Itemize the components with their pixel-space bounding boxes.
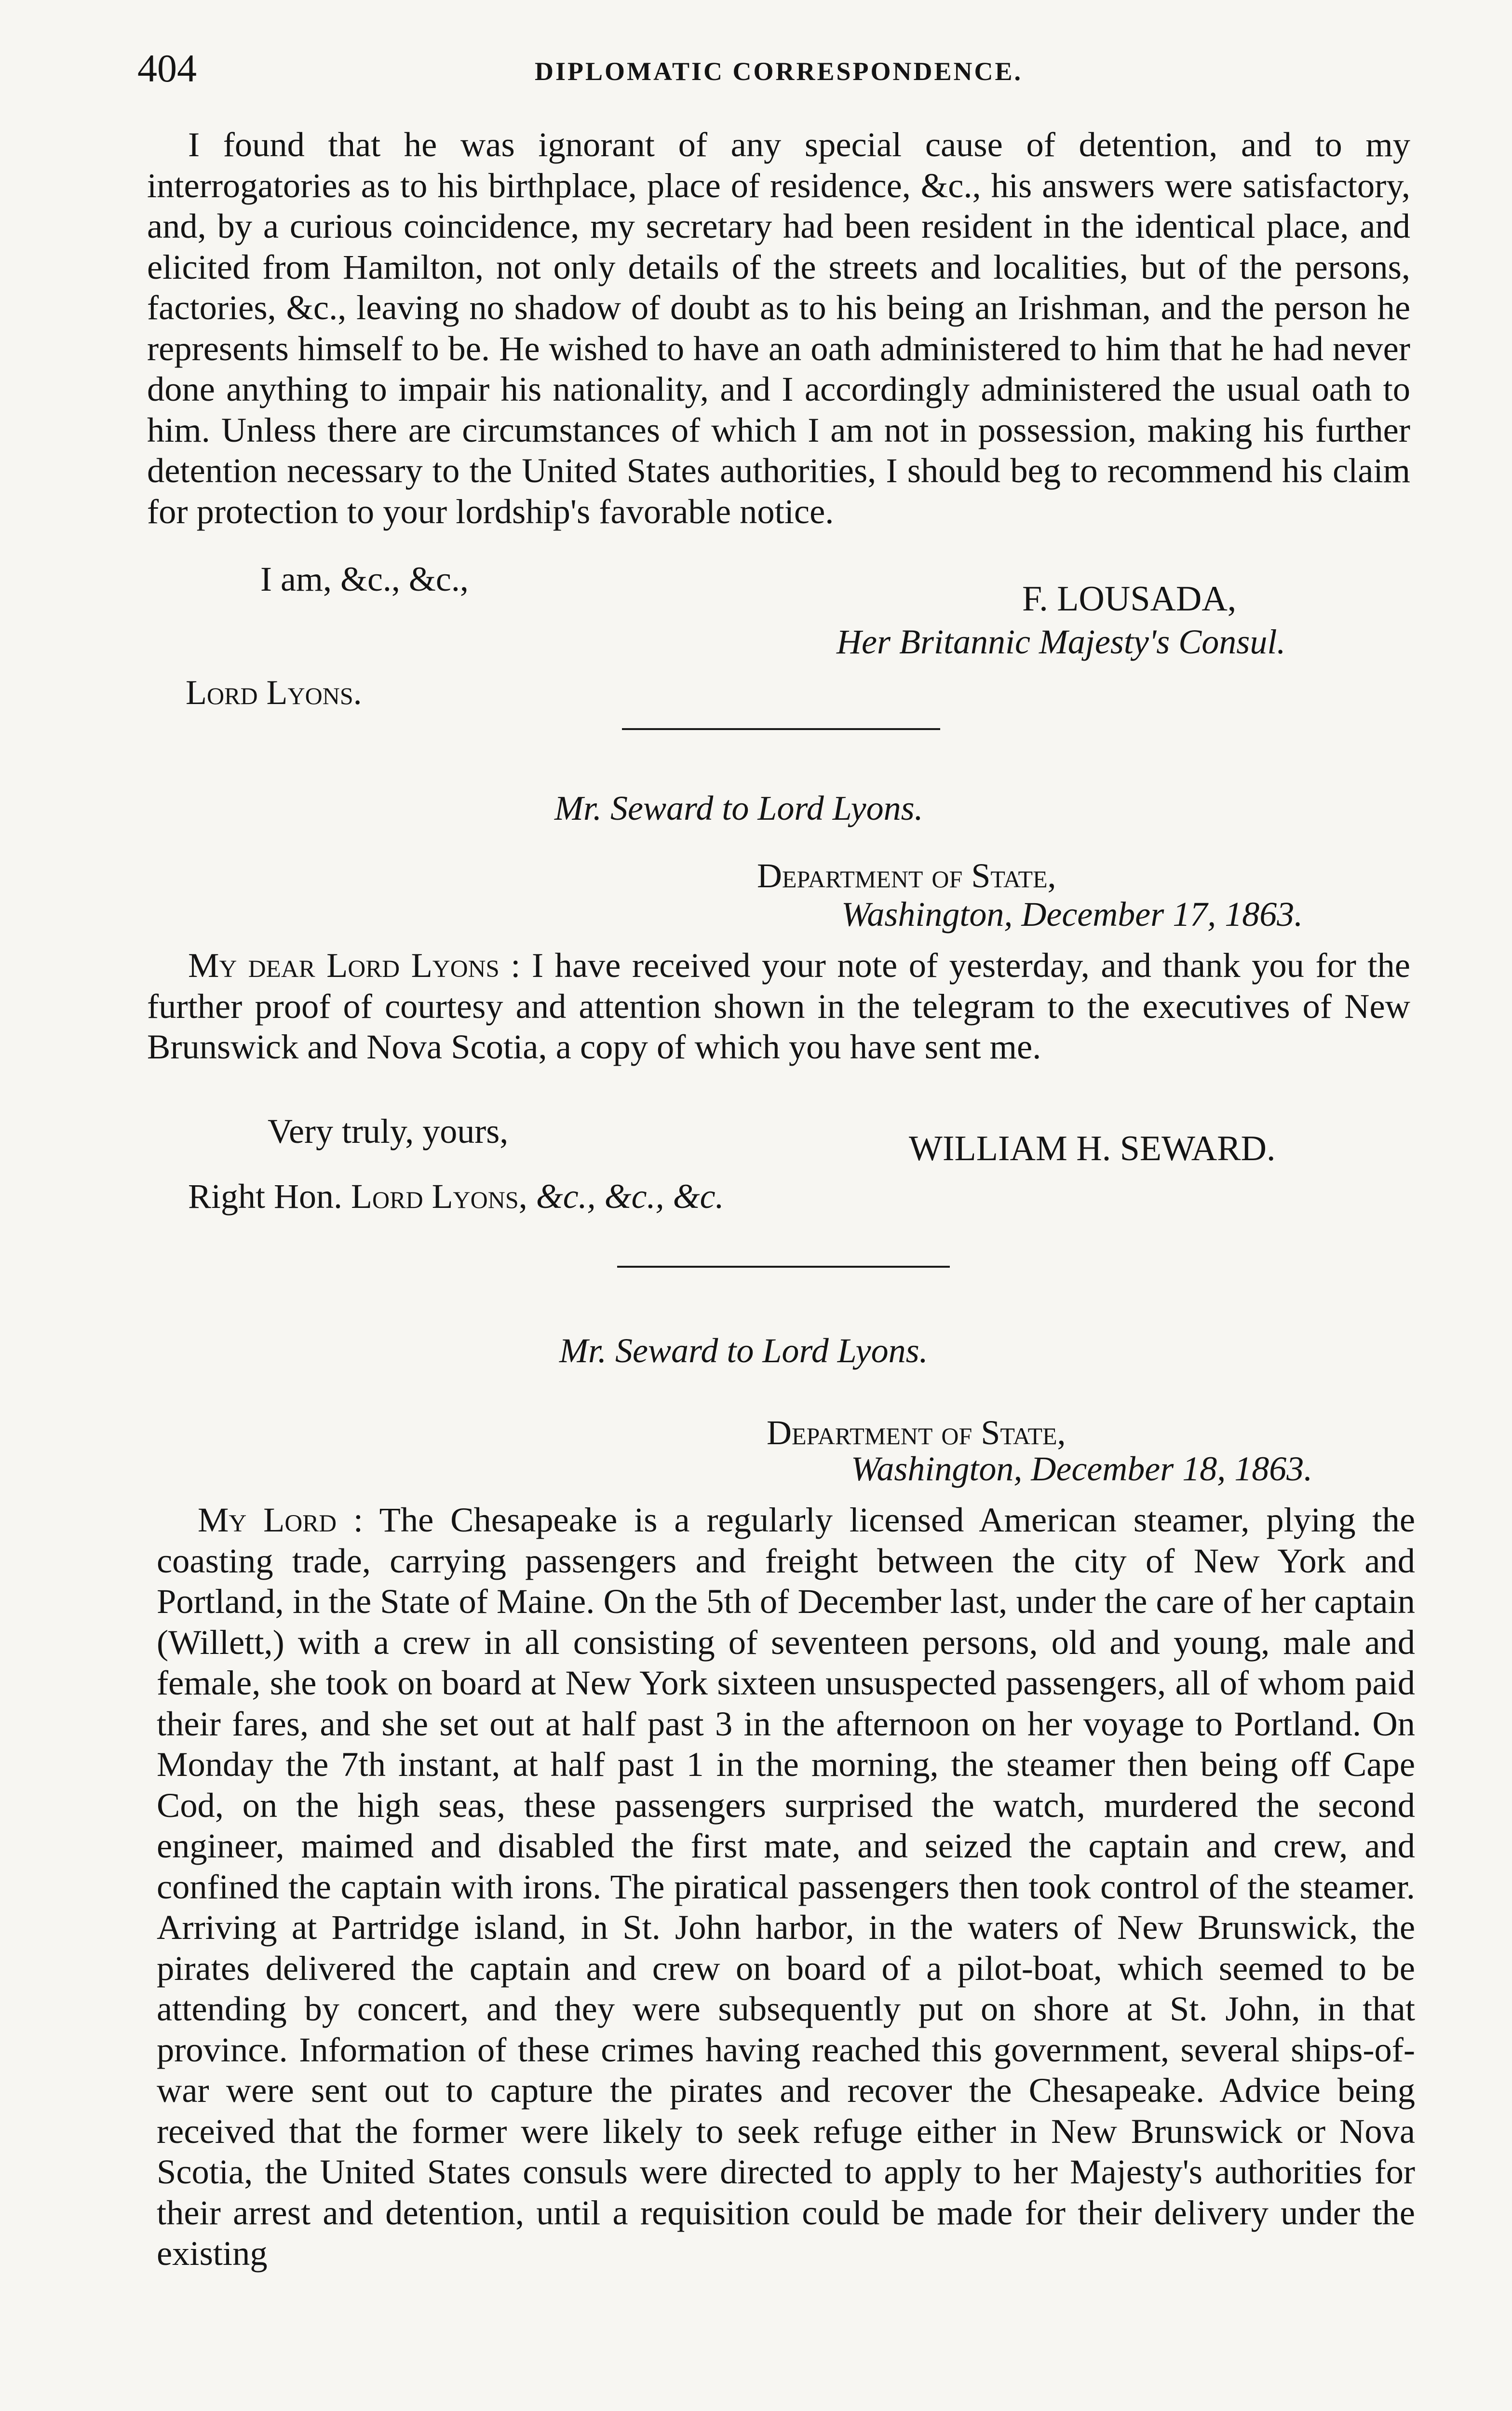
letter1-addressee: Lord Lyons. <box>186 673 362 712</box>
letter1-body: I found that he was ignorant of any special cause of detention, and to my interrogatories as to his birthplace, place of residence, &c., his answers were satisfactory, and, by a curious coincidence, my secretary had been resident in the identical place, and elicited from Hamilton, not only details of the streets and localities, but of the persons, factories, &c., leaving no shadow of doubt as to his being an Irishman, and the person he represents himself to be. He wished to have an oath administered to him that he had never done anything to impair his nationality, and I accordingly administered the usual oath to him. Unless there are circumstances of which I am not in possession, making his further detention necessary to the United States authorities, I should beg to recommend his claim for protection to your lordship's favorable notice. <box>147 125 1410 531</box>
letter1-signature: F. LOUSADA, <box>1022 579 1237 619</box>
letter2-signature: WILLIAM H. SEWARD. <box>909 1129 1276 1168</box>
addressee-suffix: &c., &c., &c. <box>527 1177 724 1216</box>
section-divider <box>617 1266 950 1268</box>
page-number: 404 <box>137 46 197 90</box>
letter3-salutation: My Lord : <box>198 1500 364 1539</box>
letter2-heading: Mr. Seward to Lord Lyons. <box>554 789 923 827</box>
letter2-place-line1: Department of State, <box>757 856 1056 895</box>
letter3-body-text: The Chesapeake is a regularly licensed American steamer, plying the coasting trade, carrying passengers and freight between the city of New York and Portland, in the State of Maine. On the 5th of December last, under the care of her captain (Willett,) with a crew in all consisting of seventeen persons, old and young, male and female, she took on board at New York sixteen unsuspected passengers, all of whom paid their fares, and she set out at half past 3 in the afternoon on her voyage to Portland. On Monday the 7th instant, at half past 1 in the morning, the steamer then being off Cape Cod, on the high seas, these passengers surprised the watch, murdered the second engineer, maimed and disabled the first mate, and seized the captain and crew, and confined the captain with irons. The piratical passengers then took control of the steamer. Arriving at Partridge island, in St. John harbor, in the waters of New Brunswick, the pirates delivered the captain and crew on board of a pilot-boat, which seemed to be attending by concert, and they were subsequently put on shore at St. John, in that province. Information of these crimes having reached this government, several ships-of-war were sent out to capture the pirates and recover the Chesapeake. Advice being received that the former were likely to seek refuge either in New Brunswick or Nova Scotia, the United States consuls were directed to apply to her Majesty's authorities for their arrest and detention, until a requisition could be made for their delivery under the existing <box>157 1500 1415 2273</box>
letter3-place-line2: Washington, December 18, 1863. <box>851 1449 1313 1488</box>
addressee-prefix: Right Hon. <box>188 1177 351 1216</box>
page-header <box>137 46 1420 99</box>
letter1-signature-title: Her Britannic Majesty's Consul. <box>837 623 1286 661</box>
letter2-body <box>147 945 1410 1068</box>
letter1-closing: I am, &c., &c., <box>260 560 469 598</box>
letter3-body <box>157 1500 1415 2274</box>
addressee-name: Lord Lyons, <box>351 1177 527 1216</box>
section-divider <box>622 728 940 730</box>
letter2-place-line2: Washington, December 17, 1863. <box>841 895 1303 934</box>
letter2-salutation: My dear Lord Lyons : <box>188 946 521 985</box>
letter3-heading: Mr. Seward to Lord Lyons. <box>559 1331 928 1370</box>
letter2-addressee <box>188 1177 724 1217</box>
running-head: DIPLOMATIC CORRESPONDENCE. <box>534 57 1023 86</box>
letter2-body-text: I have received your note of yesterday, and thank you for the further proof of courtesy and attention shown in the telegram to the executives of New Brunswick and Nova Scotia, a copy of which you have sent me. <box>147 946 1410 1066</box>
letter3-place-line1: Department of State, <box>767 1413 1066 1452</box>
letter2-closing: Very truly, yours, <box>268 1112 509 1151</box>
